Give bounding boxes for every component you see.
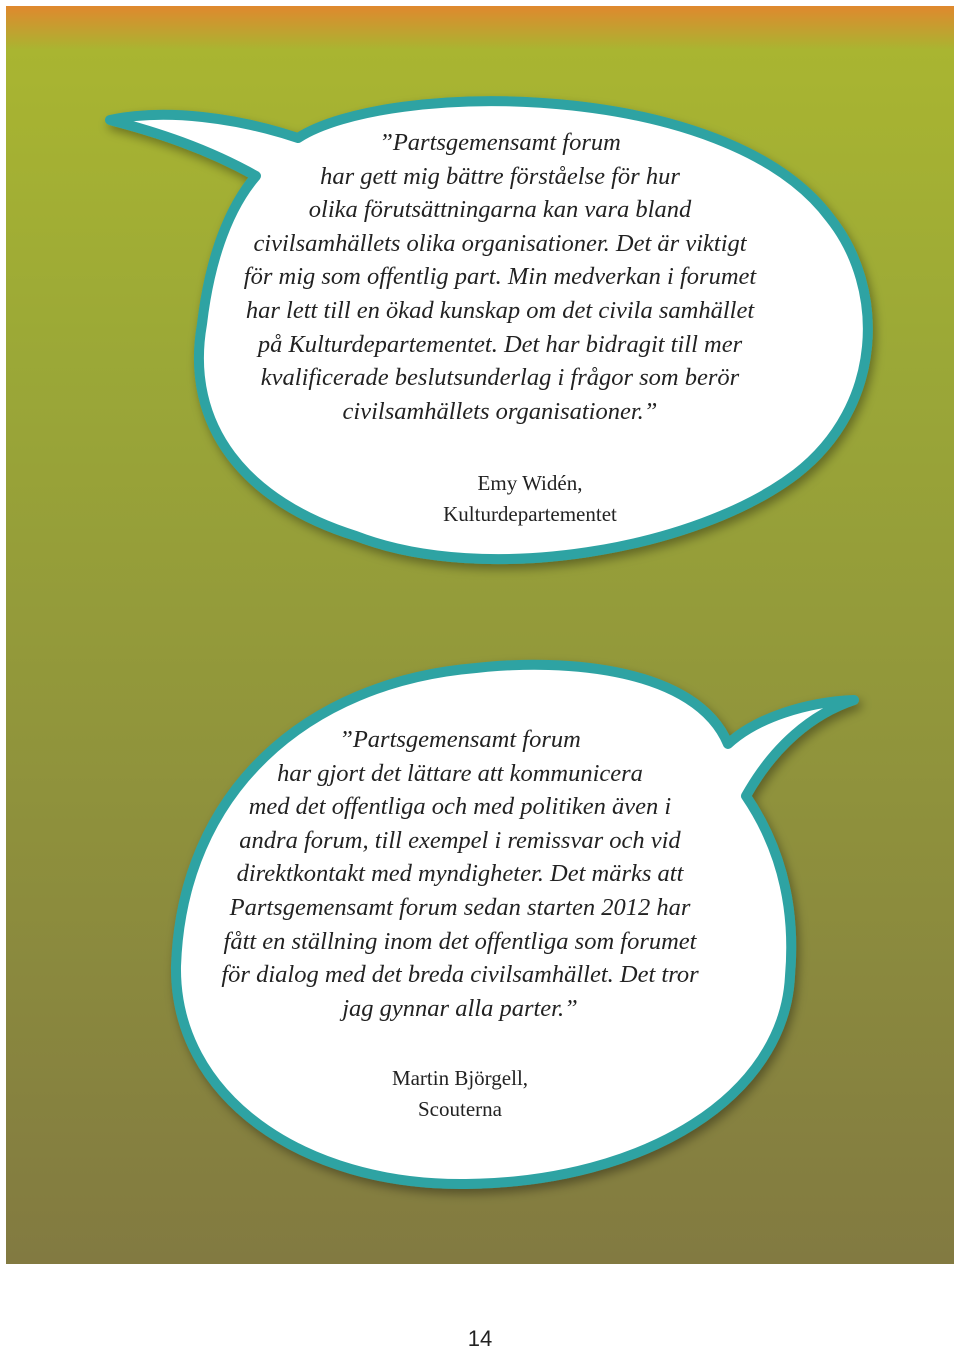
quote-line: på Kulturdepartementet. Det har bidragit till mer — [257, 330, 743, 358]
quote-line: för dialog med det breda civilsamhället. Det tror — [221, 961, 699, 989]
quote-line: har lett till en ökad kunskap om det civila samhället — [245, 296, 755, 324]
attribution-author: Martin Björgell, — [391, 1066, 529, 1090]
attribution-organization: Scouterna — [418, 1097, 502, 1121]
quote-line: olika förutsättningarna kan vara bland — [308, 196, 692, 224]
quote-text-1 — [190, 126, 810, 428]
attribution-organization: Kulturdepartementet — [443, 502, 617, 526]
quote-line: ”Partsgemensamt forum — [379, 129, 621, 156]
quote-line: kvalificerade beslutsunderlag i frågor som berör — [260, 364, 740, 392]
quote-line: andra forum, till exempel i remissvar och vid — [239, 826, 681, 854]
quote-line: civilsamhällets olika organisationer. Det är viktigt — [253, 229, 747, 257]
quote-line: har gett mig bättre förståelse för hur — [320, 162, 680, 190]
quote-line: har gjort det lättare att kommunicera — [277, 759, 643, 787]
quote-line: med det offentliga och med politiken även i — [248, 793, 672, 821]
quote-line: fått en ställning inom det offentliga som forumet — [223, 927, 697, 955]
quote-line: jag gynnar alla parter.” — [342, 994, 578, 1022]
quote-line: direktkontakt med myndigheter. Det märks att — [236, 860, 684, 888]
quote-line: Partsgemensamt forum sedan starten 2012 har — [229, 893, 691, 921]
quote-text-2 — [150, 723, 770, 1025]
quote-attribution-2 — [260, 1063, 660, 1125]
attribution-author: Emy Widén, — [477, 471, 583, 495]
quote-line: civilsamhällets organisationer.” — [342, 397, 658, 425]
page-number: 14 — [467, 1326, 493, 1351]
quote-line: för mig som offentlig part. Min medverkan i forumet — [243, 263, 757, 291]
quote-attribution-1 — [330, 468, 730, 530]
quote-line: ”Partsgemensamt forum — [339, 726, 581, 753]
